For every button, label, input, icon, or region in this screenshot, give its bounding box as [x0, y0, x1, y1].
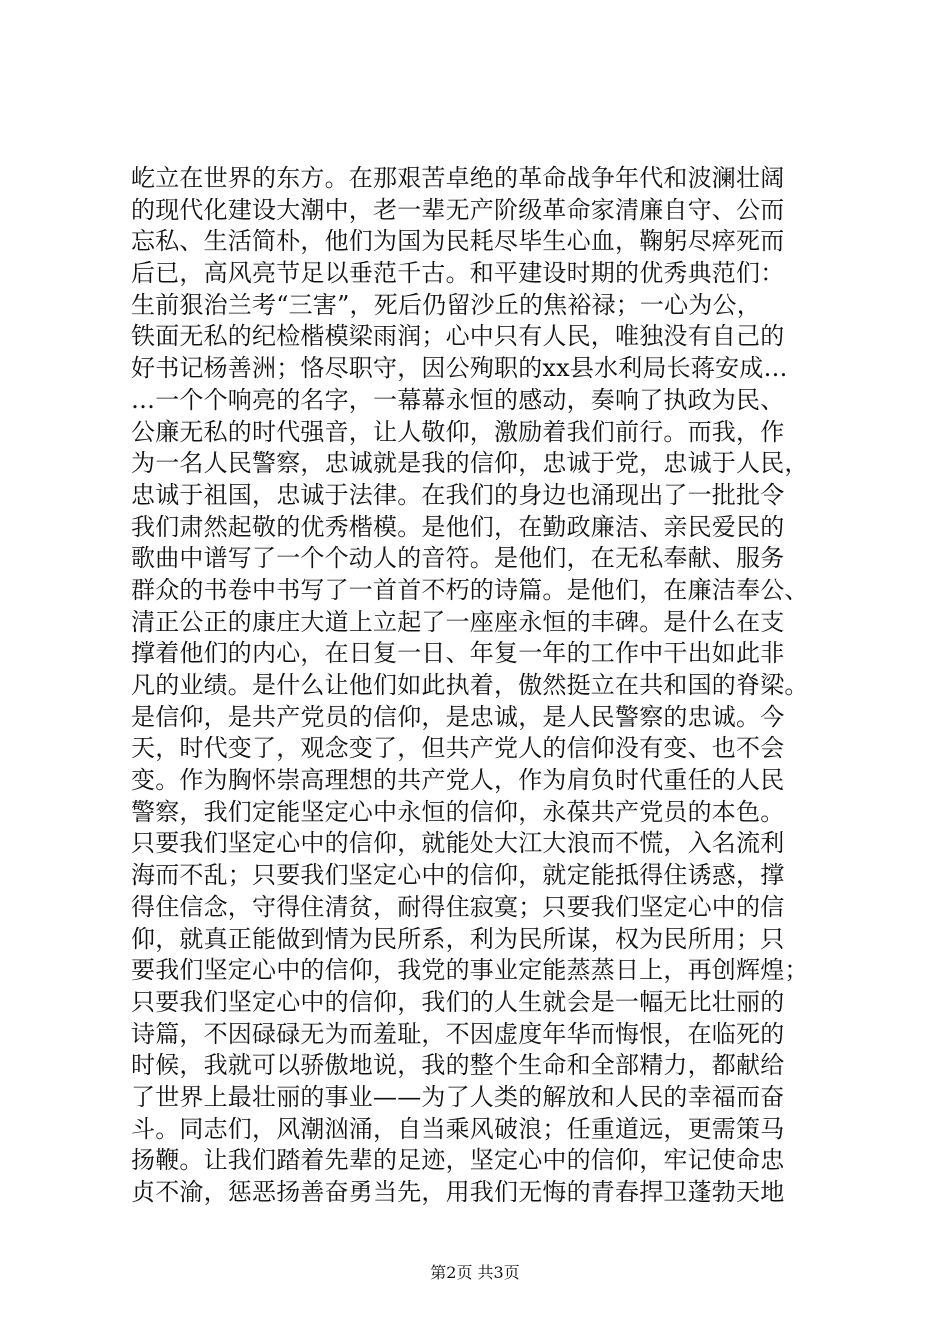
text-line: 歌曲中谱写了一个个动人的音符。是他们，在无私奉献、服务: [131, 544, 785, 573]
text-line: 群众的书卷中书写了一首首不朽的诗篇。是他们，在廉洁奉公、: [131, 575, 809, 604]
text-line: 铁面无私的纪检楷模梁雨润；心中只有人民，唯独没有自己的: [131, 322, 785, 351]
text-line: 忠诚于祖国，忠诚于法律。在我们的身边也涌现出了一批批令: [131, 480, 785, 509]
text-line: 忘私、生活简朴，他们为国为民耗尽毕生心血，鞠躬尽瘁死而: [131, 227, 785, 256]
text-line: 斗。同志们，风潮汹涌，自当乘风破浪；任重道远，更需策马: [131, 1114, 785, 1143]
text-line: 清正公正的康庄大道上立起了一座座永恒的丰碑。是什么在支: [131, 607, 785, 636]
text-line: 为一名人民警察，忠诚就是我的信仰，忠诚于党，忠诚于人民，: [131, 449, 809, 478]
text-line: 诗篇，不因碌碌无为而羞耻，不因虚度年华而悔恨，在临死的: [131, 1019, 785, 1048]
text-line: 时候，我就可以骄傲地说，我的整个生命和全部精力，都献给: [131, 1051, 785, 1080]
text-line: 天，时代变了，观念变了，但共产党人的信仰没有变、也不会: [131, 734, 785, 763]
text-line: 凡的业绩。是什么让他们如此执着，傲然挺立在共和国的脊梁。: [131, 671, 809, 699]
text-line: 的现代化建设大潮中，老一辈无产阶级革命家清廉自守、公而: [131, 195, 785, 224]
text-line: 变。作为胸怀崇高理想的共产党人，作为肩负时代重任的人民: [131, 766, 785, 795]
text-line: 公廉无私的时代强音，让人敬仰，激励着我们前行。而我，作: [131, 417, 785, 446]
text-line: 得住信念，守得住清贫，耐得住寂寞；只要我们坚定心中的信: [131, 892, 785, 921]
text-line: …一个个响亮的名字，一幕幕永恒的感动，奏响了执政为民、: [131, 385, 785, 414]
text-line: 好书记杨善洲；恪尽职守，因公殉职的xx县水利局长蒋安成…: [131, 354, 788, 383]
text-line: 只要我们坚定心中的信仰，就能处大江大浪而不慌，入名流利: [131, 829, 785, 858]
text-line: 只要我们坚定心中的信仰，我们的人生就会是一幅无比壮丽的: [131, 987, 785, 1016]
page-footer: 第2页 共3页: [430, 1263, 520, 1282]
text-line: 后已，高风亮节足以垂范千古。和平建设时期的优秀典范们：: [131, 259, 785, 288]
text-line: 撑着他们的内心，在日复一日、年复一年的工作中干出如此非: [131, 639, 785, 668]
text-line: 仰，就真正能做到情为民所系，利为民所谋，权为民所用；只: [131, 924, 785, 953]
text-line: 我们肃然起敬的优秀楷模。是他们，在勤政廉洁、亲民爱民的: [131, 512, 785, 541]
text-line: 生前狠治兰考“三害”，死后仍留沙丘的焦裕禄；一心为公，: [131, 290, 761, 319]
text-line: 屹立在世界的东方。在那艰苦卓绝的革命战争年代和波澜壮阔: [131, 164, 785, 192]
text-line: 要我们坚定心中的信仰，我党的事业定能蒸蒸日上，再创辉煌；: [131, 956, 809, 985]
text-line: 了世界上最壮丽的事业——为了人类的解放和人民的幸福而奋: [131, 1082, 785, 1111]
text-line: 警察，我们定能坚定心中永恒的信仰，永葆共产党员的本色。: [131, 797, 785, 826]
text-line: 扬鞭。让我们踏着先辈的足迹，坚定心中的信仰，牢记使命忠: [131, 1146, 785, 1175]
text-line: 是信仰，是共产党员的信仰，是忠诚，是人民警察的忠诚。今: [131, 702, 785, 731]
text-line: 贞不渝，惩恶扬善奋勇当先，用我们无悔的青春捍卫蓬勃天地: [131, 1178, 785, 1206]
body-text: [131, 163, 831, 1209]
text-line: 海而不乱；只要我们坚定心中的信仰，就定能抵得住诱惑，撑: [131, 861, 785, 890]
